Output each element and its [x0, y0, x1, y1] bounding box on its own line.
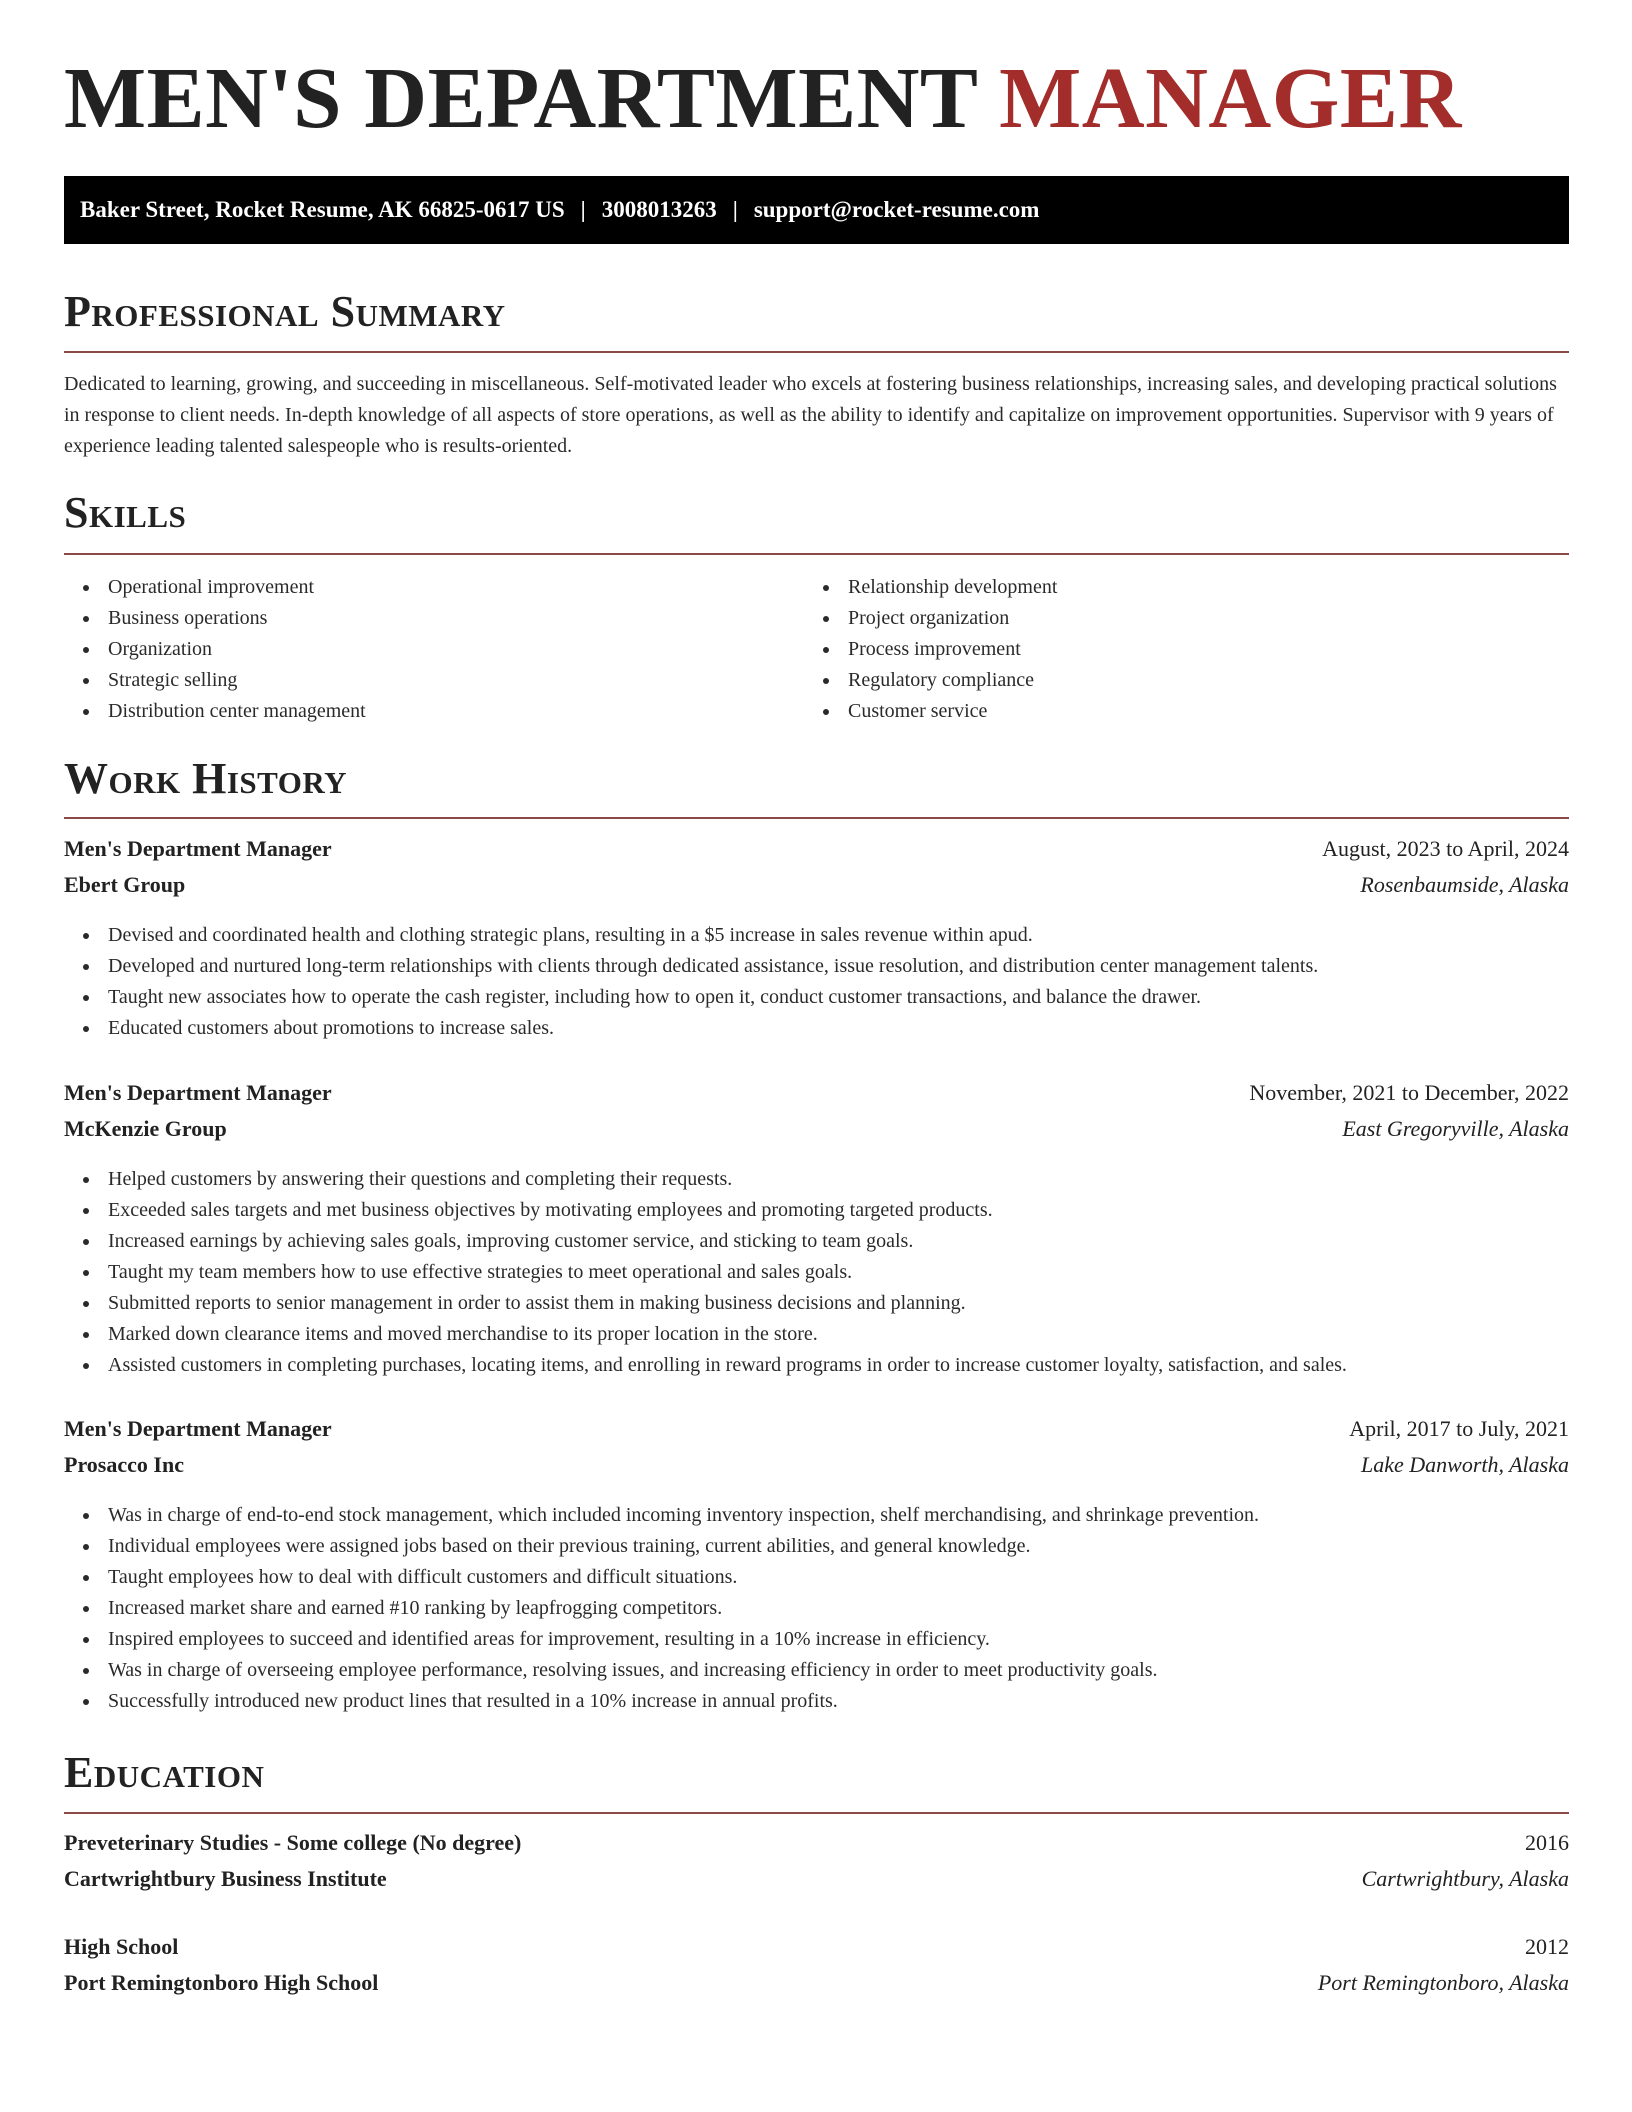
job-bullet: Increased earnings by achieving sales goals, improving customer service, and sticking to team goals.: [64, 1226, 1569, 1257]
name-main: MEN'S DEPARTMENT: [64, 49, 977, 146]
job-role: Men's Department Manager: [64, 1080, 332, 1105]
section-divider: [64, 553, 1569, 555]
job-bullet: Was in charge of end-to-end stock management, which included incoming inventory inspection, shelf merchandising, and shrinkage prevention.: [64, 1500, 1569, 1531]
job-bullet: Marked down clearance items and moved merchandise to its proper location in the store.: [64, 1319, 1569, 1350]
skills-list-left: [64, 572, 366, 727]
resume-name-heading: [64, 49, 1462, 146]
job-bullet: Individual employees were assigned jobs based on their previous training, current abilities, and general knowledge.: [64, 1531, 1569, 1562]
skills-list-right: [804, 572, 1057, 727]
skill-item: Organization: [64, 634, 366, 665]
contact-email: support@rocket-resume.com: [753, 197, 1040, 222]
job-bullet: Assisted customers in completing purchases, locating items, and enrolling in reward programs in order to increase customer loyalty, satisfaction, and sales.: [64, 1350, 1569, 1381]
education-location: Port Remingtonboro, Alaska: [1317, 1970, 1569, 1995]
education-degree: High School: [64, 1934, 179, 1959]
job-dates: November, 2021 to December, 2022: [1249, 1080, 1569, 1105]
skill-item: Process improvement: [804, 634, 1057, 665]
job-entry: [64, 1416, 1569, 1717]
job-location: Rosenbaumside, Alaska: [1360, 872, 1569, 897]
job-bullet: Was in charge of overseeing employee performance, resolving issues, and increasing efficiency in order to meet productivity goals.: [64, 1655, 1569, 1686]
job-bullet: Exceeded sales targets and met business objectives by motivating employees and promoting targeted products.: [64, 1195, 1569, 1226]
skill-item: Operational improvement: [64, 572, 366, 603]
job-location: Lake Danworth, Alaska: [1361, 1452, 1569, 1477]
job-bullet: Successfully introduced new product lines that resulted in a 10% increase in annual profits.: [64, 1686, 1569, 1717]
summary-section: [64, 287, 1569, 336]
job-role: Men's Department Manager: [64, 1416, 332, 1441]
contact-separator: |: [732, 197, 738, 222]
job-bullet: Submitted reports to senior management in order to assist them in making business decisions and planning.: [64, 1288, 1569, 1319]
skill-item: Distribution center management: [64, 696, 366, 727]
education-section: [64, 1748, 1569, 1797]
contact-phone: 3008013263: [601, 197, 717, 222]
contact-separator: |: [580, 197, 586, 222]
job-location: East Gregoryville, Alaska: [1342, 1116, 1569, 1141]
education-year: 2012: [1525, 1934, 1569, 1959]
job-dates: August, 2023 to April, 2024: [1322, 836, 1569, 861]
job-company: Ebert Group: [64, 872, 186, 897]
section-divider: [64, 1812, 1569, 1814]
education-title: Education: [64, 1748, 265, 1797]
job-bullet: Educated customers about promotions to increase sales.: [64, 1013, 1569, 1044]
contact-address: Baker Street, Rocket Resume, AK 66825-0617 US: [80, 197, 565, 222]
job-bullets: [64, 1164, 1569, 1381]
skill-item: Relationship development: [804, 572, 1057, 603]
education-year: 2016: [1525, 1830, 1569, 1855]
education-entry: [64, 1830, 1569, 1902]
job-bullets: [64, 1500, 1569, 1717]
skill-item: Project organization: [804, 603, 1057, 634]
skills-section: [64, 488, 1569, 537]
education-degree: Preveterinary Studies - Some college (No degree): [64, 1830, 522, 1855]
job-bullet: Taught new associates how to operate the cash register, including how to open it, conduct customer transactions, and balance the drawer.: [64, 982, 1569, 1013]
skills-title: Skills: [64, 488, 187, 537]
education-location: Cartwrightbury, Alaska: [1361, 1866, 1569, 1891]
skill-item: Customer service: [804, 696, 1057, 727]
skill-item: Business operations: [64, 603, 366, 634]
job-bullet: Inspired employees to succeed and identified areas for improvement, resulting in a 10% increase in efficiency.: [64, 1624, 1569, 1655]
job-company: Prosacco Inc: [64, 1452, 184, 1477]
job-bullet: Helped customers by answering their questions and completing their requests.: [64, 1164, 1569, 1195]
job-role: Men's Department Manager: [64, 836, 332, 861]
job-company: McKenzie Group: [64, 1116, 227, 1141]
education-school: Port Remingtonboro High School: [64, 1970, 379, 1995]
skill-item: Strategic selling: [64, 665, 366, 696]
contact-bar: [64, 176, 1569, 244]
skill-item: Regulatory compliance: [804, 665, 1057, 696]
education-entry: [64, 1934, 1569, 2006]
job-bullet: Developed and nurtured long-term relationships with clients through dedicated assistance, issue resolution, and distribution center management talents.: [64, 951, 1569, 982]
job-bullet: Taught my team members how to use effective strategies to meet operational and sales goals.: [64, 1257, 1569, 1288]
job-entry: [64, 1080, 1569, 1381]
summary-text: Dedicated to learning, growing, and succeeding in miscellaneous. Self-motivated leader who excels at fostering business relationships, increasing sales, and developing practical solutions in response to client needs. In-depth knowledge of all aspects of store operations, as well as the ability to identify and capitalize on improvement opportunities. Supervisor with 9 years of experience leading talented salespeople who is results-oriented.: [64, 373, 1557, 457]
section-divider: [64, 817, 1569, 819]
summary-title: Professional Summary: [64, 287, 506, 336]
work-history-section: [64, 754, 1569, 803]
job-entry: [64, 836, 1569, 1044]
job-bullets: [64, 920, 1569, 1044]
job-bullet: Devised and coordinated health and clothing strategic plans, resulting in a $5 increase in sales revenue within apud.: [64, 920, 1569, 951]
job-dates: April, 2017 to July, 2021: [1349, 1416, 1569, 1441]
section-divider: [64, 351, 1569, 353]
job-bullet: Increased market share and earned #10 ranking by leapfrogging competitors.: [64, 1593, 1569, 1624]
work-history-title: Work History: [64, 754, 348, 803]
job-bullet: Taught employees how to deal with difficult customers and difficult situations.: [64, 1562, 1569, 1593]
name-accent: MANAGER: [999, 49, 1462, 146]
education-school: Cartwrightbury Business Institute: [64, 1866, 387, 1891]
